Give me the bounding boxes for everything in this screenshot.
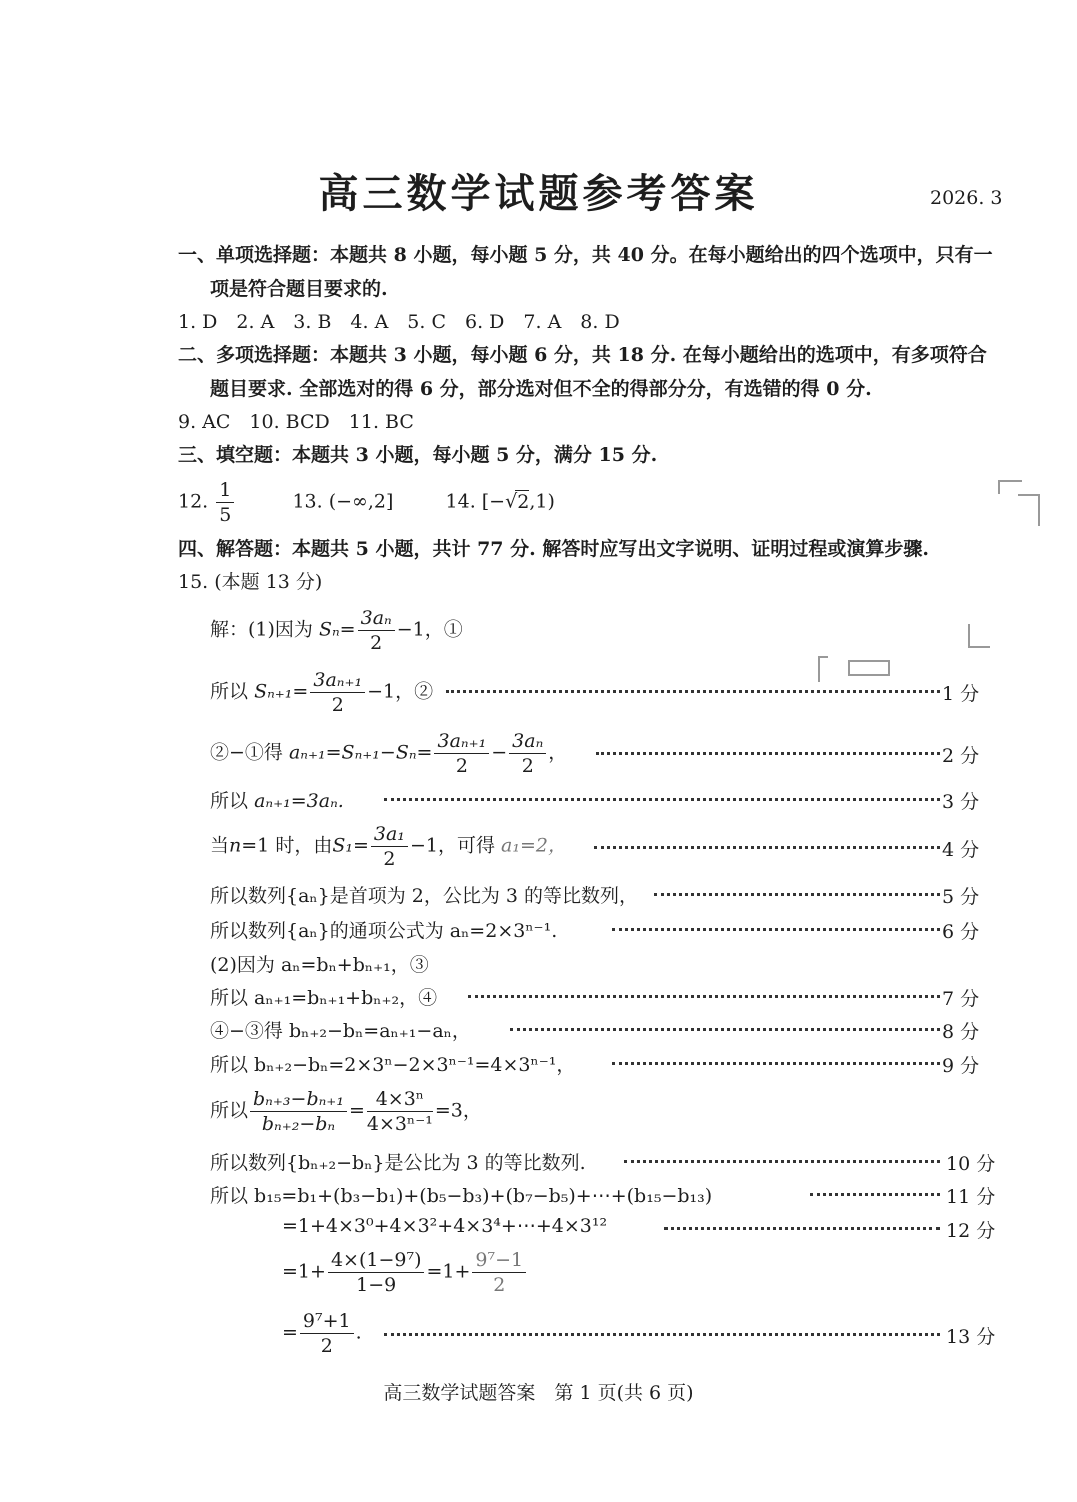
solution-line-8: (2)因为 aₙ=bₙ+bₙ₊₁，③ bbox=[210, 954, 429, 976]
section1-heading-cont: 项是符合题目要求的. bbox=[210, 278, 388, 300]
score-10: 10 分 bbox=[946, 1153, 996, 1175]
q15-title: 15. (本题 13 分) bbox=[178, 571, 323, 593]
dot-leader bbox=[810, 1193, 940, 1196]
solution-line-11: 所以 bₙ₊₂−bₙ=2×3ⁿ−2×3ⁿ⁻¹=4×3ⁿ⁻¹， bbox=[210, 1054, 576, 1076]
sqrt-symbol: √ bbox=[505, 490, 518, 513]
score-1: 1 分 bbox=[942, 683, 980, 705]
score-3: 3 分 bbox=[942, 791, 980, 813]
fill-in-answers bbox=[178, 478, 555, 527]
section2-heading: 二、多项选择题：本题共 3 小题，每小题 6 分，共 18 分. 在每小题给出的选项中，有多项符合 bbox=[178, 344, 987, 366]
dot-leader bbox=[384, 798, 940, 801]
dot-leader bbox=[510, 1028, 940, 1031]
solution-line-12: 所以 $\frac{\text{bₙ₊₃−bₙ₊₁}}{\text{bₙ₊₂−bₙ}}$ = $\frac{\text{4×3ⁿ}}{\text{4×3ⁿ⁻¹}}$ =3， bbox=[210, 1088, 482, 1135]
section3-heading: 三、填空题：本题共 3 小题，每小题 5 分，满分 15 分. bbox=[178, 444, 658, 466]
q13-answer: 13. (−∞,2] bbox=[292, 490, 394, 513]
exam-date: 2026. 3 bbox=[930, 187, 1003, 209]
solution-line-15: =1+4×3⁰+4×3²+4×3⁴+⋯+4×3¹² bbox=[282, 1215, 608, 1237]
solution-line-6: 所以数列{aₙ}是首项为 2，公比为 3 的等比数列， bbox=[210, 885, 639, 907]
solution-line-10: ④−③得 bₙ₊₂−bₙ=aₙ₊₁−aₙ， bbox=[210, 1020, 471, 1042]
dot-leader bbox=[596, 752, 940, 755]
dot-leader bbox=[624, 1160, 940, 1163]
section1-heading: 一、单项选择题：本题共 8 小题，每小题 5 分，共 40 分。在每小题给出的四个选项中，只有一 bbox=[178, 244, 993, 266]
solution-line-4: 所以 aₙ₊₁=3aₙ. bbox=[210, 790, 344, 812]
solution-line-1: 解：(1)因为 Sₙ= $\frac{\text{3aₙ}}{2}$ −1，① bbox=[210, 607, 463, 654]
solution-line-17: = $\frac{\text{9⁷+1}}{2}$ . bbox=[282, 1310, 362, 1357]
q14-prefix: 14. [− bbox=[445, 490, 506, 513]
section1-answers: 1. D 2. A 3. B 4. A 5. C 6. D 7. A 8. D bbox=[178, 311, 620, 333]
scan-mark bbox=[1018, 494, 1040, 526]
dot-leader bbox=[446, 690, 940, 693]
score-5: 5 分 bbox=[942, 886, 980, 908]
score-13: 13 分 bbox=[946, 1326, 996, 1348]
score-12: 12 分 bbox=[946, 1220, 996, 1242]
solution-line-14: 所以 b₁₅=b₁+(b₃−b₁)+(b₅−b₃)+(b₇−b₅)+⋯+(b₁₅−b₁₃) bbox=[210, 1185, 713, 1207]
section2-answers: 9. AC 10. BCD 11. BC bbox=[178, 411, 414, 433]
q12-label: 12. bbox=[178, 490, 209, 513]
solution-line-16: =1+ $\frac{\text{4×(1−9⁷)}}{1-9}$ =1+ $\frac{\text{9⁷−1}}{2}$ bbox=[282, 1248, 528, 1297]
dot-leader bbox=[468, 995, 940, 998]
scan-mark bbox=[848, 660, 890, 676]
solution-line-5: 当n=1 时，由S₁= $\frac{\text{3a₁}}{2}$ −1，可得 a₁=2， bbox=[210, 823, 567, 870]
page-footer: 高三数学试题答案 第 1 页(共 6 页) bbox=[383, 1382, 694, 1404]
solution-line-7: 所以数列{aₙ}的通项公式为 aₙ=2×3ⁿ⁻¹. bbox=[210, 920, 558, 942]
score-7: 7 分 bbox=[942, 988, 980, 1010]
section4-heading: 四、解答题：本题共 5 小题，共计 77 分. 解答时应写出文字说明、证明过程或演算步骤. bbox=[178, 538, 929, 560]
scan-mark bbox=[818, 656, 828, 682]
score-8: 8 分 bbox=[942, 1021, 980, 1043]
q12-fraction: $\frac{1}{5}$ bbox=[216, 478, 234, 527]
score-6: 6 分 bbox=[942, 921, 980, 943]
solution-line-2: 所以 Sₙ₊₁= $\frac{\text{3aₙ₊₁}}{2}$ −1，② bbox=[210, 669, 434, 716]
score-2: 2 分 bbox=[942, 745, 980, 767]
dot-leader bbox=[612, 928, 940, 931]
section2-heading-cont: 题目要求. 全部选对的得 6 分，部分选对但不全的得部分分，有选错的得 0 分. bbox=[210, 378, 872, 400]
score-9: 9 分 bbox=[942, 1055, 980, 1077]
score-4: 4 分 bbox=[942, 839, 980, 861]
q14-radicand: 2 bbox=[517, 490, 530, 513]
solution-line-3: ②−①得 aₙ₊₁=Sₙ₊₁−Sₙ= $\frac{\text{3aₙ₊₁}}{2}$ − $\frac{\text{3aₙ}}{2}$ ， bbox=[210, 730, 568, 777]
dot-leader bbox=[384, 1333, 940, 1336]
dot-leader bbox=[664, 1227, 940, 1230]
dot-leader bbox=[654, 893, 940, 896]
scan-mark bbox=[998, 480, 1022, 494]
page-title: 高三数学试题参考答案 bbox=[318, 170, 759, 217]
q14-suffix: ,1) bbox=[529, 490, 555, 513]
solution-line-13: 所以数列{bₙ₊₂−bₙ}是公比为 3 的等比数列. bbox=[210, 1152, 586, 1174]
dot-leader bbox=[594, 846, 940, 849]
dot-leader bbox=[612, 1062, 940, 1065]
score-11: 11 分 bbox=[946, 1186, 996, 1208]
scan-mark bbox=[968, 624, 990, 648]
solution-line-9: 所以 aₙ₊₁=bₙ₊₁+bₙ₊₂，④ bbox=[210, 987, 438, 1009]
